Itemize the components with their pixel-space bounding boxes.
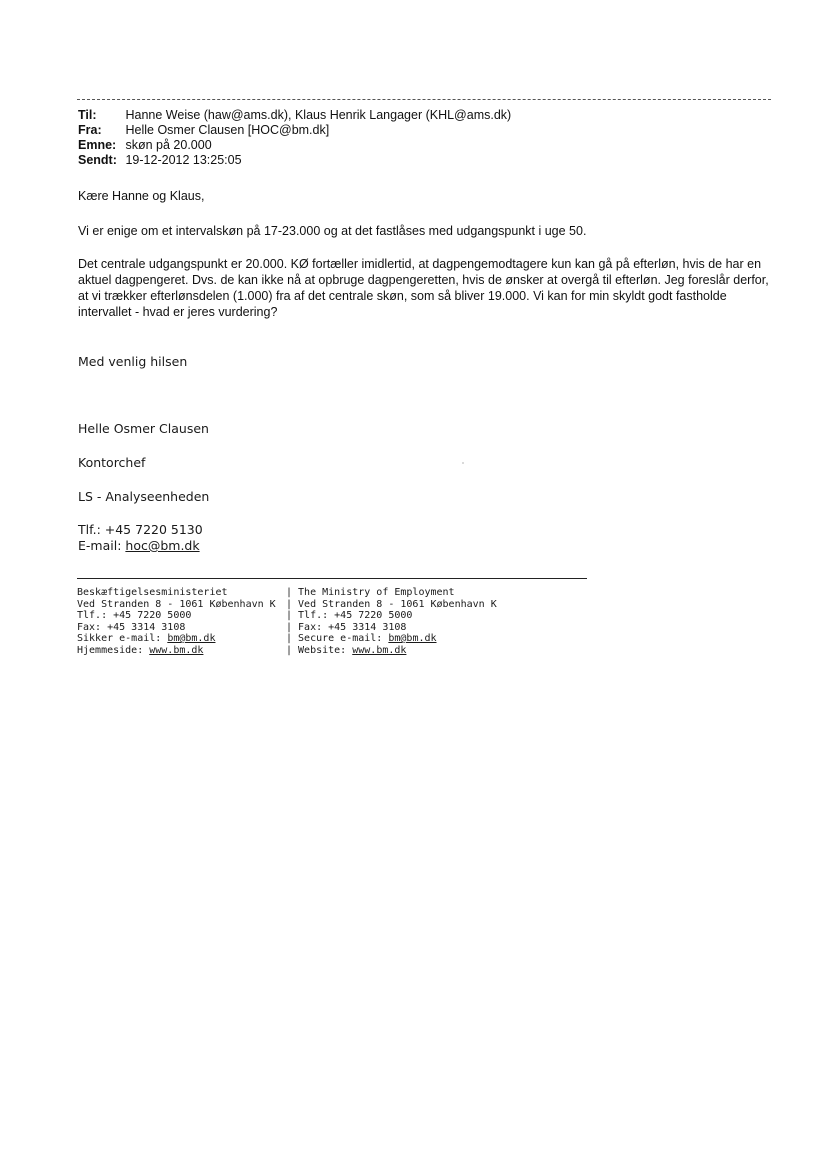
body-paragraph-2: Det centrale udgangspunkt er 20.000. KØ fortæller imidlertid, at dagpengemodtagere kun kan gå på efterløn, hvis de har en aktuel dagpengeret. Dvs. de kan ikke nå at opbruge dagpengeretten, hvis de ønsker at overgå til efterløn. Jeg foreslår derfor, at vi trækker efterlønsdelen (1.000) fra af det centrale skøn, som så bliver 19.000. Vi kan for min skyldt godt fastholde intervallet - hvad er jeres vurdering? xyxy=(78,257,769,319)
signature-email-link[interactable]: hoc@bm.dk xyxy=(125,538,200,553)
signature-title: Kontorchef xyxy=(78,455,146,470)
signature-email-row xyxy=(78,538,200,554)
header-separator xyxy=(77,99,771,100)
footer-fax-da: Fax: +45 3314 3108 xyxy=(77,621,186,633)
footer-address-da: Ved Stranden 8 - 1061 København K xyxy=(77,598,276,610)
footer-website-da xyxy=(77,645,276,657)
footer-phone-da: Tlf.: +45 7220 5000 xyxy=(77,610,192,621)
subject-label: Emne: xyxy=(78,138,117,152)
footer-org-da: Beskæftigelsesministeriet xyxy=(77,587,228,598)
signature-unit: LS - Analyseenheden xyxy=(78,489,210,504)
signature-name: Helle Osmer Clausen xyxy=(78,421,209,436)
footer-website-link-da[interactable]: www.bm.dk xyxy=(149,644,204,656)
footer-website-link-en[interactable]: www.bm.dk xyxy=(352,644,407,656)
footer-org-en: | The Ministry of Employment xyxy=(286,587,455,598)
footer-danish xyxy=(77,587,276,656)
scan-speck xyxy=(462,462,464,464)
footer-separator xyxy=(77,578,587,579)
footer-website-en xyxy=(286,645,497,657)
subject-row xyxy=(78,138,212,153)
to-label: Til: xyxy=(78,108,97,122)
footer-secure-email-da xyxy=(77,633,276,645)
footer-secure-email-link-en[interactable]: bm@bm.dk xyxy=(388,633,437,644)
footer-secure-email-en xyxy=(286,633,497,645)
footer-fax-en: | Fax: +45 3314 3108 xyxy=(286,621,407,633)
signature-phone: Tlf.: +45 7220 5130 xyxy=(78,522,203,537)
body-paragraph-1: Vi er enige om et intervalskøn på 17-23.000 og at det fastlåses med udgangspunkt i uge 50. xyxy=(78,224,587,238)
footer-secure-email-label-da: Sikker e-mail: xyxy=(77,633,168,644)
from-row xyxy=(78,123,329,138)
footer-english xyxy=(286,587,497,656)
footer-website-label-da: Hjemmeside: xyxy=(77,644,150,656)
footer-secure-email-link-da[interactable]: bm@bm.dk xyxy=(167,633,216,644)
sent-row xyxy=(78,153,242,168)
footer-website-label-en: | Website: xyxy=(286,644,353,656)
sent-value: 19-12-2012 13:25:05 xyxy=(125,153,242,167)
footer-secure-email-label-en: | Secure e-mail: xyxy=(286,633,389,644)
subject-value: skøn på 20.000 xyxy=(125,138,212,152)
closing: Med venlig hilsen xyxy=(78,354,188,369)
sent-label: Sendt: xyxy=(78,153,117,167)
footer-phone-en: | Tlf.: +45 7220 5000 xyxy=(286,610,413,621)
from-value: Helle Osmer Clausen [HOC@bm.dk] xyxy=(125,123,330,137)
to-row xyxy=(78,108,511,123)
footer-address-en: | Ved Stranden 8 - 1061 København K xyxy=(286,598,497,610)
signature-email-label: E-mail: xyxy=(78,538,126,553)
greeting: Kære Hanne og Klaus, xyxy=(78,189,205,203)
from-label: Fra: xyxy=(78,123,102,137)
to-value: Hanne Weise (haw@ams.dk), Klaus Henrik Langager (KHL@ams.dk) xyxy=(125,108,512,122)
